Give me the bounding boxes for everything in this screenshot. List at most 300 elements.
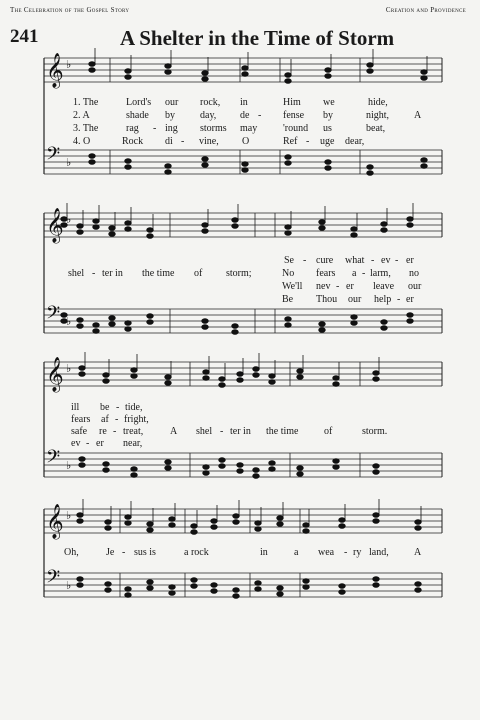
lyric-syllable: ter in	[230, 426, 251, 437]
lyric-syllable: -	[336, 281, 340, 292]
note-head	[93, 225, 99, 230]
note-head	[211, 525, 217, 530]
note-head	[103, 373, 109, 378]
note-head	[105, 588, 111, 593]
note-head	[351, 315, 357, 320]
lyric-syllable: storm.	[362, 426, 388, 437]
note-head	[93, 329, 99, 334]
lyric-syllable: of	[194, 268, 203, 279]
note-head	[277, 586, 283, 591]
lyric-syllable: our	[165, 97, 179, 108]
lyric-syllable: fears	[71, 414, 91, 425]
note-head	[125, 69, 131, 74]
lyric-syllable: storm;	[226, 268, 252, 279]
note-head	[415, 526, 421, 531]
lyric-syllable: er	[346, 281, 354, 292]
lyric-syllable: A	[170, 426, 178, 437]
lyric-syllable: 3. The	[73, 123, 99, 134]
verse-1-line	[0, 97, 480, 111]
lyric-syllable: -	[258, 110, 262, 121]
note-head	[255, 581, 261, 586]
note-head	[277, 592, 283, 597]
note-head	[147, 234, 153, 239]
lyric-syllable: the time	[142, 268, 175, 279]
note-head	[77, 577, 83, 582]
lyric-syllable: -	[397, 294, 401, 305]
lyric-syllable: 'round	[283, 123, 309, 134]
note-head	[219, 458, 225, 463]
note-head	[351, 321, 357, 326]
lyric-syllable: -	[362, 268, 366, 279]
note-head	[131, 473, 137, 478]
note-head	[77, 583, 83, 588]
note-head	[297, 369, 303, 374]
note-head	[237, 469, 243, 474]
lyric-syllable: Thou	[316, 294, 338, 305]
treble-clef: 𝄞	[46, 208, 64, 243]
note-head	[333, 465, 339, 470]
note-head	[211, 589, 217, 594]
note-head	[202, 223, 208, 228]
lyric-syllable: Oh,	[64, 547, 79, 558]
note-head	[147, 522, 153, 527]
lyric-syllable: -	[86, 438, 90, 449]
note-head	[165, 381, 171, 386]
note-head	[105, 526, 111, 531]
lyric-syllable: near,	[123, 438, 143, 449]
note-head	[421, 76, 427, 81]
note-head	[131, 374, 137, 379]
lyric-syllable: -	[181, 136, 185, 147]
note-head	[147, 528, 153, 533]
note-head	[125, 587, 131, 592]
lyric-syllable: No	[282, 268, 295, 279]
lyric-syllable: Lord's	[126, 97, 152, 108]
note-head	[269, 461, 275, 466]
lyric-line	[0, 438, 480, 452]
key-signature-flat: ♭	[66, 579, 72, 592]
note-head	[169, 585, 175, 590]
note-head	[319, 322, 325, 327]
note-head	[233, 520, 239, 525]
note-head	[125, 221, 131, 226]
note-head	[415, 520, 421, 525]
lyric-syllable: shel	[196, 426, 213, 437]
note-head	[333, 382, 339, 387]
note-head	[233, 588, 239, 593]
note-head	[105, 582, 111, 587]
note-head	[237, 372, 243, 377]
lyric-syllable: ry	[353, 547, 362, 558]
note-head	[381, 222, 387, 227]
note-head	[125, 515, 131, 520]
note-head	[253, 373, 259, 378]
lyric-syllable: ing	[165, 123, 178, 134]
note-head	[255, 587, 261, 592]
lyric-syllable: Je	[106, 547, 115, 558]
note-head	[103, 462, 109, 467]
note-head	[285, 73, 291, 78]
note-head	[109, 322, 115, 327]
note-head	[339, 590, 345, 595]
note-head	[77, 324, 83, 329]
note-head	[202, 157, 208, 162]
note-head	[285, 225, 291, 230]
lyric-syllable: -	[116, 402, 120, 413]
lyric-syllable: rock,	[200, 97, 221, 108]
note-head	[125, 321, 131, 326]
lyric-syllable: leave	[373, 281, 395, 292]
lyric-syllable: er	[406, 255, 414, 266]
lyric-syllable: no	[409, 268, 419, 279]
lyric-syllable: ill	[71, 402, 80, 413]
note-head	[191, 578, 197, 583]
lyric-syllable: er	[96, 438, 104, 449]
note-head	[165, 170, 171, 175]
note-head	[125, 593, 131, 598]
note-head	[242, 168, 248, 173]
key-signature-flat: ♭	[66, 315, 72, 328]
note-head	[373, 577, 379, 582]
note-head	[303, 579, 309, 584]
note-head	[253, 468, 259, 473]
note-head	[79, 366, 85, 371]
lyric-syllable: beat,	[366, 123, 386, 134]
lyric-syllable: ev	[71, 438, 81, 449]
note-head	[131, 368, 137, 373]
lyric-syllable: re	[99, 426, 107, 437]
note-head	[202, 325, 208, 330]
lyric-syllable: di	[165, 136, 173, 147]
lyric-syllable: land,	[369, 547, 389, 558]
note-head	[277, 522, 283, 527]
note-head	[407, 313, 413, 318]
note-head	[333, 459, 339, 464]
lyric-syllable: in	[240, 97, 248, 108]
note-head	[77, 318, 83, 323]
bass-clef: 𝄢	[46, 447, 61, 472]
note-head	[125, 521, 131, 526]
note-head	[93, 323, 99, 328]
note-head	[203, 370, 209, 375]
note-head	[367, 171, 373, 176]
note-head	[165, 64, 171, 69]
lyric-syllable: Be	[282, 294, 294, 305]
treble-clef: 𝄞	[46, 53, 64, 88]
lyric-syllable: of	[324, 426, 333, 437]
note-head	[233, 514, 239, 519]
lyric-syllable: rag	[126, 123, 139, 134]
note-head	[367, 69, 373, 74]
note-head	[367, 63, 373, 68]
note-head	[202, 319, 208, 324]
treble-clef: 𝄞	[46, 504, 64, 539]
note-head	[415, 582, 421, 587]
note-head	[297, 375, 303, 380]
note-head	[105, 520, 111, 525]
note-head	[202, 229, 208, 234]
lyric-line	[0, 547, 480, 561]
note-head	[77, 224, 83, 229]
lyric-syllable: fears	[316, 268, 336, 279]
key-signature-flat: ♭	[66, 362, 72, 375]
note-head	[147, 320, 153, 325]
note-head	[77, 230, 83, 235]
lyric-syllable: safe	[71, 426, 88, 437]
note-head	[232, 218, 238, 223]
note-head	[203, 376, 209, 381]
lyric-syllable: wea	[318, 547, 335, 558]
note-head	[147, 580, 153, 585]
lyric-syllable: -	[115, 414, 119, 425]
note-head	[191, 584, 197, 589]
key-signature-flat: ♭	[66, 509, 72, 522]
note-head	[89, 62, 95, 67]
lyric-syllable: larm,	[370, 268, 391, 279]
lyric-syllable: in	[260, 547, 268, 558]
note-head	[125, 165, 131, 170]
note-head	[79, 463, 85, 468]
note-head	[325, 68, 331, 73]
lyric-line	[0, 268, 480, 282]
lyric-syllable: storms	[200, 123, 227, 134]
lyric-syllable: 2. A	[73, 110, 90, 121]
note-head	[165, 466, 171, 471]
note-head	[125, 227, 131, 232]
note-head	[285, 317, 291, 322]
note-head	[373, 519, 379, 524]
note-head	[191, 524, 197, 529]
note-head	[191, 530, 197, 535]
verse-2-line	[0, 110, 480, 124]
note-head	[237, 378, 243, 383]
lyric-syllable: by	[165, 110, 175, 121]
note-head	[202, 77, 208, 82]
lyric-syllable: may	[240, 123, 258, 134]
lyric-syllable: a	[352, 268, 357, 279]
note-head	[339, 518, 345, 523]
lyric-syllable: er	[406, 294, 414, 305]
lyric-syllable: af	[101, 414, 109, 425]
note-head	[125, 327, 131, 332]
note-head	[211, 583, 217, 588]
note-head	[93, 219, 99, 224]
note-head	[109, 232, 115, 237]
note-head	[219, 464, 225, 469]
note-head	[169, 523, 175, 528]
note-head	[242, 162, 248, 167]
note-head	[285, 161, 291, 166]
lyric-syllable: ev	[381, 255, 391, 266]
note-head	[203, 471, 209, 476]
note-head	[367, 165, 373, 170]
note-head	[103, 468, 109, 473]
note-head	[125, 159, 131, 164]
key-signature-flat: ♭	[66, 156, 72, 169]
note-head	[147, 314, 153, 319]
note-head	[319, 226, 325, 231]
note-head	[285, 323, 291, 328]
note-head	[373, 583, 379, 588]
lyric-syllable: A	[414, 547, 422, 558]
note-head	[89, 68, 95, 73]
lyric-syllable: sus is	[134, 547, 156, 558]
lyric-syllable: the time	[266, 426, 299, 437]
lyric-syllable: tide,	[125, 402, 143, 413]
lyric-syllable: nev	[316, 281, 331, 292]
note-head	[219, 377, 225, 382]
note-head	[407, 217, 413, 222]
lyric-syllable: hide,	[368, 97, 388, 108]
note-head	[165, 70, 171, 75]
lyric-syllable: dear,	[345, 136, 365, 147]
lyric-syllable: de	[240, 110, 250, 121]
lyric-syllable: day,	[200, 110, 217, 121]
note-head	[147, 586, 153, 591]
note-head	[421, 158, 427, 163]
lyric-syllable: a	[294, 547, 299, 558]
lyric-syllable: -	[220, 426, 224, 437]
lyric-syllable: our	[348, 294, 362, 305]
lyric-syllable: 4. O	[73, 136, 91, 147]
note-head	[285, 231, 291, 236]
note-head	[325, 160, 331, 165]
running-head-right: Creation and Providence	[385, 6, 466, 14]
bass-clef: 𝄢	[46, 303, 61, 328]
hymn-number: 241	[10, 26, 39, 47]
running-head-left: The Celebration of the Gospel Story	[10, 6, 130, 14]
note-head	[169, 517, 175, 522]
lyric-syllable: -	[395, 255, 399, 266]
lyric-syllable: Ref	[283, 136, 298, 147]
lyric-syllable: -	[344, 547, 348, 558]
note-head	[351, 233, 357, 238]
note-head	[381, 326, 387, 331]
note-head	[325, 74, 331, 79]
note-head	[125, 75, 131, 80]
note-head	[89, 160, 95, 165]
lyric-syllable: A	[414, 110, 422, 121]
note-head	[203, 465, 209, 470]
lyric-syllable: fright,	[124, 414, 149, 425]
note-head	[233, 594, 239, 599]
key-signature-flat: ♭	[66, 58, 72, 71]
lyric-syllable: 1. The	[73, 97, 99, 108]
key-signature-flat: ♭	[66, 459, 72, 472]
note-head	[89, 154, 95, 159]
lyric-syllable: -	[306, 136, 310, 147]
note-head	[77, 519, 83, 524]
lyric-syllable: -	[303, 255, 307, 266]
lyric-syllable: -	[92, 268, 96, 279]
note-head	[219, 383, 225, 388]
lyric-syllable: Rock	[122, 136, 144, 147]
lyric-syllable: by	[323, 110, 333, 121]
note-head	[242, 72, 248, 77]
note-head	[211, 519, 217, 524]
lyric-syllable: Se	[284, 255, 294, 266]
lyric-syllable: a rock	[184, 547, 209, 558]
lyric-syllable: We'll	[282, 281, 303, 292]
lyric-syllable: what	[345, 255, 365, 266]
note-head	[131, 467, 137, 472]
lyric-syllable: ter in	[102, 268, 123, 279]
lyric-syllable: night,	[366, 110, 390, 121]
note-head	[407, 319, 413, 324]
note-head	[165, 375, 171, 380]
note-head	[303, 585, 309, 590]
bass-clef: 𝄢	[46, 144, 61, 169]
note-head	[242, 66, 248, 71]
lyric-syllable: vine,	[199, 136, 219, 147]
lyric-syllable: be	[100, 402, 110, 413]
key-signature-flat: ♭	[66, 213, 72, 226]
lyric-syllable: our	[408, 281, 422, 292]
verse-4-line	[0, 136, 480, 150]
lyric-syllable: -	[153, 123, 157, 134]
lyric-line	[0, 294, 480, 308]
verse-3-line	[0, 123, 480, 137]
note-head	[421, 164, 427, 169]
note-head	[303, 523, 309, 528]
note-head	[232, 324, 238, 329]
note-head	[169, 591, 175, 596]
note-head	[202, 163, 208, 168]
lyric-syllable: uge	[320, 136, 335, 147]
note-head	[373, 371, 379, 376]
note-head	[297, 466, 303, 471]
lyric-syllable: shel	[68, 268, 85, 279]
note-head	[373, 513, 379, 518]
note-head	[373, 470, 379, 475]
note-head	[253, 367, 259, 372]
lyric-syllable: help	[374, 294, 392, 305]
lyric-syllable: -	[113, 426, 117, 437]
note-head	[319, 328, 325, 333]
lyric-syllable: fense	[283, 110, 305, 121]
note-head	[277, 516, 283, 521]
note-head	[285, 155, 291, 160]
note-head	[103, 379, 109, 384]
note-head	[407, 223, 413, 228]
lyric-syllable: us	[323, 123, 332, 134]
note-head	[147, 228, 153, 233]
note-head	[339, 524, 345, 529]
lyric-syllable: we	[323, 97, 335, 108]
note-head	[269, 380, 275, 385]
lyric-syllable: treat,	[123, 426, 144, 437]
note-head	[269, 374, 275, 379]
note-head	[79, 372, 85, 377]
note-head	[373, 377, 379, 382]
lyric-line	[0, 255, 480, 269]
note-head	[79, 457, 85, 462]
note-head	[297, 472, 303, 477]
lyric-syllable: -	[122, 547, 126, 558]
hymn-title: A Shelter in the Time of Storm	[120, 26, 395, 50]
note-head	[269, 467, 275, 472]
note-head	[109, 316, 115, 321]
note-head	[381, 320, 387, 325]
treble-clef: 𝄞	[46, 357, 64, 392]
lyric-line	[0, 281, 480, 295]
lyric-syllable: Him	[283, 97, 301, 108]
note-head	[381, 228, 387, 233]
bass-clef: 𝄢	[46, 567, 61, 592]
note-head	[237, 463, 243, 468]
note-head	[165, 164, 171, 169]
note-head	[109, 226, 115, 231]
